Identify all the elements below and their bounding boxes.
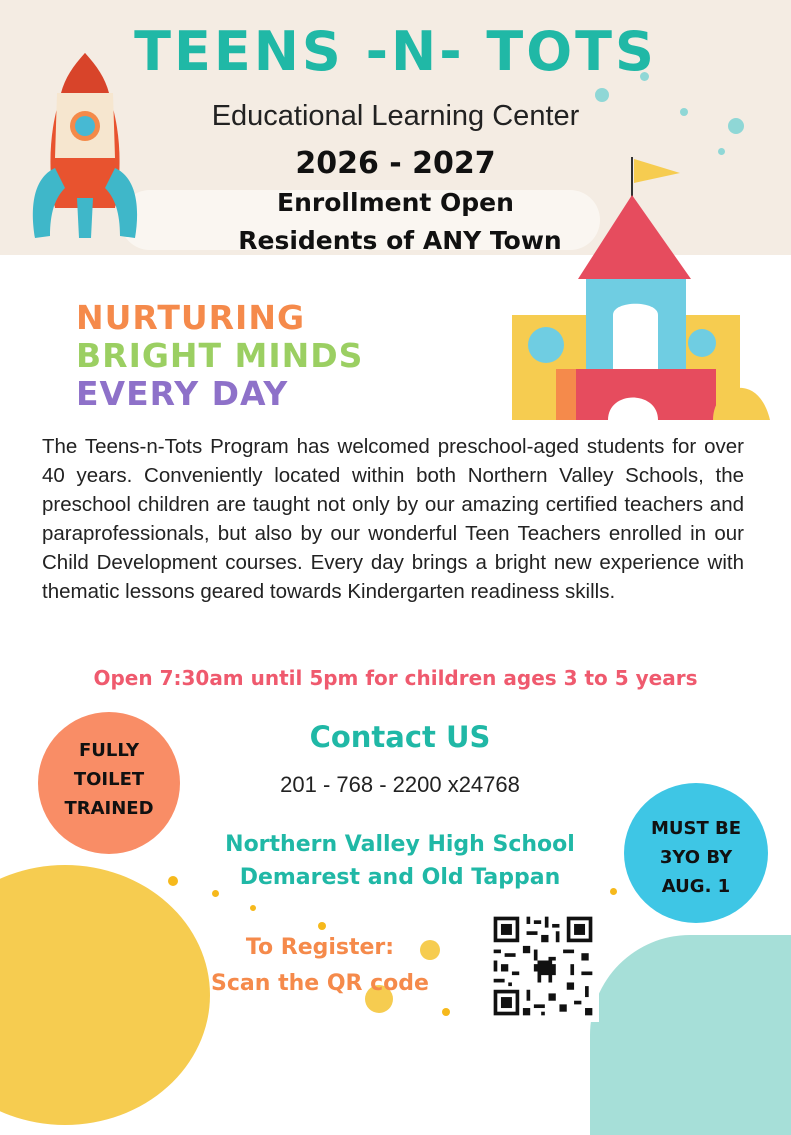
program-title: TEENS -N- TOTS (134, 20, 657, 83)
toilet-trained-label (38, 736, 180, 823)
school-name: Northern Valley High School (225, 832, 575, 857)
hours-info: Open 7:30am until 5pm for children ages 3 to 5 years (93, 666, 698, 690)
contact-phone[interactable]: 201 - 768 - 2200 x24768 (280, 772, 520, 797)
decor-blob-teal (590, 935, 791, 1135)
program-description: The Teens-n-Tots Program has welcomed preschool-aged students for over 40 years. Conveniently located within both Northern Valley Schools, the preschool children are taught not only by our amazing certified teachers and paraprofessionals, but also by our wonderful Teen Teachers enrolled in our Child Development courses. Every day brings a bright new experience with thematic lessons geared towards Kindergarten readiness skills. (42, 435, 744, 603)
register-instructions (190, 930, 450, 1002)
school-towns: Demarest and Old Tappan (239, 865, 561, 890)
tagline-line-1: NURTURING (76, 298, 306, 337)
dot-icon (442, 1008, 450, 1016)
dot-icon (168, 876, 178, 886)
register-qr-note: Scan the QR code (211, 971, 429, 996)
tagline-line-3: EVERY DAY (76, 374, 289, 413)
center-subtitle: Educational Learning Center (211, 100, 580, 132)
school-year: 2026 - 2027 (295, 146, 496, 181)
residency-note: Residents of ANY Town (238, 226, 562, 255)
age-requirement-label (624, 814, 768, 901)
school-location (190, 828, 610, 894)
age-requirement-text: MUST BE 3YO BY AUG. 1 (650, 818, 742, 897)
decor-blob-yellow (0, 865, 210, 1125)
qr-code-icon[interactable] (487, 910, 599, 1022)
register-heading: To Register: (245, 935, 395, 960)
enrollment-status: Enrollment Open (277, 188, 514, 217)
dot-icon (318, 922, 326, 930)
dot-icon (610, 888, 617, 895)
contact-heading: Contact US (309, 720, 491, 754)
toilet-trained-text: FULLY TOILET TRAINED (64, 740, 154, 819)
dot-icon (250, 905, 256, 911)
tagline-line-2: BRIGHT MINDS (76, 336, 364, 375)
